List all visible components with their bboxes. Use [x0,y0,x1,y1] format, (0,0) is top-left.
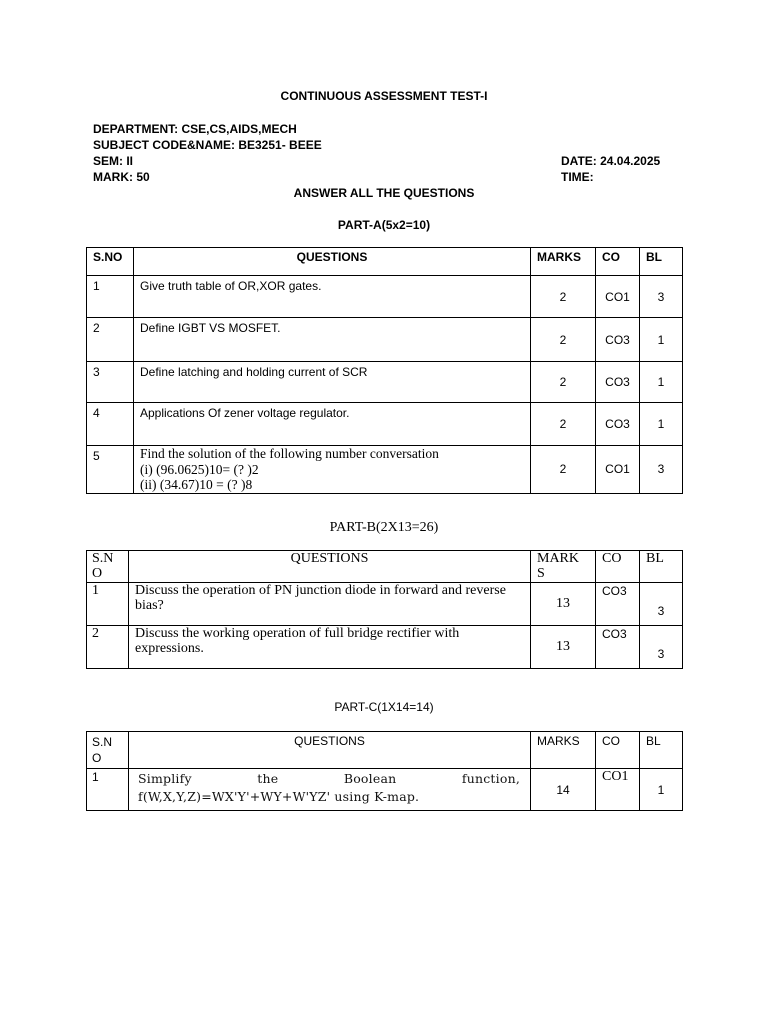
question-line: (i) (96.0625)10= (? )2 [140,461,259,477]
table-row [87,276,683,318]
sno-cell: 3 [87,362,134,403]
table-header-row [87,732,683,769]
question-cell: Give truth table of OR,XOR gates. [134,276,531,318]
co-cell: CO3 [596,403,640,446]
question-line: (ii) (34.67)10 = (? )8 [140,477,253,492]
sno-cell: 1 [87,583,129,626]
table-row [87,769,683,811]
table-row [87,446,683,494]
column-header: BL [640,551,683,583]
part-c-table [86,731,683,811]
column-header: BL [640,732,683,769]
column-header: S.N O [87,732,129,769]
column-header: MARKS [531,732,596,769]
sem-line: SEM: II [93,154,134,168]
sno-cell: 4 [87,403,134,446]
table-row [87,403,683,446]
co-cell: CO1 [596,446,640,494]
column-header: MARK S [531,551,596,583]
sno-cell: 1 [87,276,134,318]
question-cell: Applications Of zener voltage regulator. [134,403,531,446]
date-line: DATE: 24.04.2025 [561,154,661,168]
sno-cell: 2 [87,626,129,669]
column-header: CO [596,551,640,583]
part-a-table [86,247,683,494]
table-row [87,583,683,626]
marks-cell: 13 [531,626,596,669]
bl-cell: 1 [640,362,683,403]
column-header: CO [596,248,640,276]
column-header: S.NO [87,248,134,276]
table-header-row [87,248,683,276]
table-row [87,626,683,669]
question-cell [129,769,531,811]
test-title: CONTINUOUS ASSESSMENT TEST-I [280,89,488,103]
column-header: QUESTIONS [129,732,531,769]
marks-cell: 13 [531,583,596,626]
marks-cell: 2 [531,362,596,403]
sno-cell: 5 [87,446,134,494]
question-cell: Define latching and holding current of SCR [134,362,531,403]
marks-cell: 2 [531,446,596,494]
column-header: QUESTIONS [134,248,531,276]
column-header: CO [596,732,640,769]
part-a-heading: PART-A(5x2=10) [337,218,431,232]
marks-cell: 2 [531,318,596,362]
bl-cell: 1 [640,318,683,362]
sno-cell: 1 [87,769,129,811]
question-cell: Discuss the working operation of full bridge rectifier with expressions. [129,626,531,669]
marks-cell: 2 [531,403,596,446]
table-row [87,362,683,403]
column-header: S.N O [87,551,129,583]
question-cell [134,446,531,494]
bl-cell: 3 [640,626,683,669]
mark-line: MARK: 50 [93,170,150,184]
co-cell: CO3 [596,362,640,403]
marks-cell: 14 [531,769,596,811]
table-header-row [87,551,683,583]
bl-cell: 1 [640,403,683,446]
time-line: TIME: [561,170,594,184]
department-line: DEPARTMENT: CSE,CS,AIDS,MECH [93,122,297,136]
co-cell: CO3 [596,318,640,362]
co-cell: CO1 [596,769,640,811]
bl-cell: 1 [640,769,683,811]
co-cell: CO3 [596,583,640,626]
part-b-table [86,550,683,669]
bl-cell: 3 [640,583,683,626]
column-header: MARKS [531,248,596,276]
question-cell: Discuss the operation of PN junction diode in forward and reverse bias? [129,583,531,626]
question-text: Simplify the Boolean function, f(W,X,Y,Z)=WX'Y'+WY+W'YZ' using K-map. [138,771,520,804]
co-cell: CO1 [596,276,640,318]
table-row [87,318,683,362]
instruction-line: ANSWER ALL THE QUESTIONS [293,186,475,200]
bl-cell: 3 [640,276,683,318]
column-header: BL [640,248,683,276]
subject-line: SUBJECT CODE&NAME: BE3251- BEEE [93,138,322,152]
sno-cell: 2 [87,318,134,362]
question-line: Find the solution of the following number conversation [140,446,439,461]
column-header: QUESTIONS [129,551,531,583]
bl-cell: 3 [640,446,683,494]
question-cell: Define IGBT VS MOSFET. [134,318,531,362]
part-b-heading: PART-B(2X13=26) [329,520,439,535]
part-c-heading: PART-C(1X14=14) [334,700,434,714]
co-cell: CO3 [596,626,640,669]
marks-cell: 2 [531,276,596,318]
